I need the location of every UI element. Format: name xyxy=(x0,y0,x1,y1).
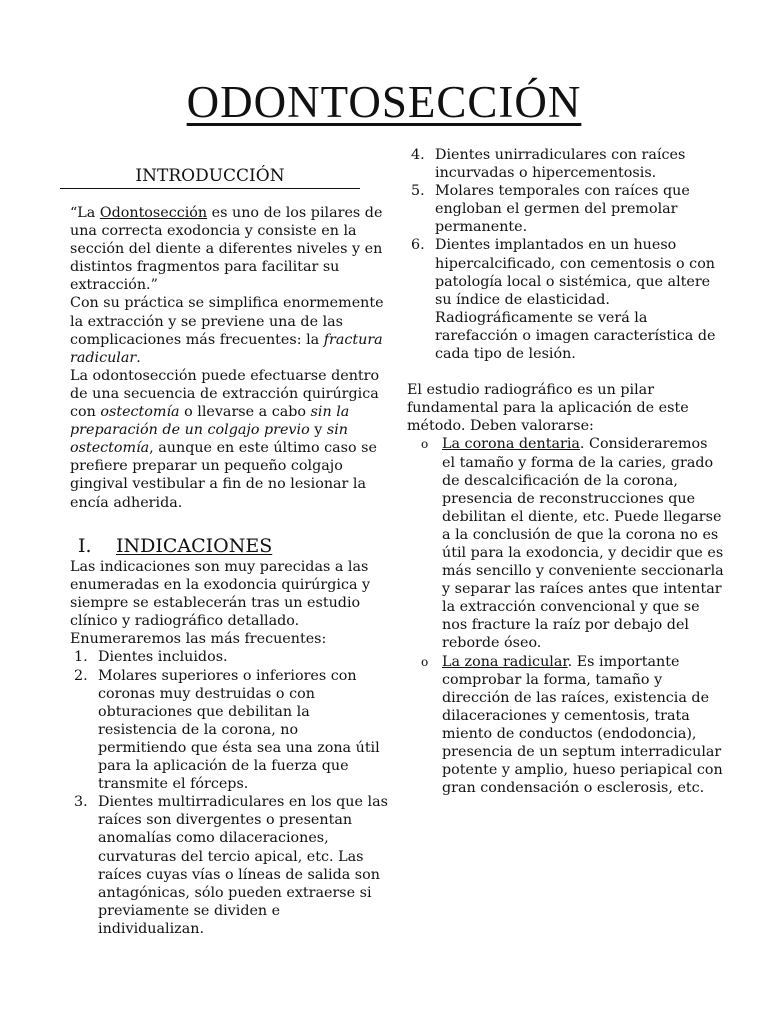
radiografia-list xyxy=(407,435,725,797)
indicaciones-list-continued xyxy=(407,146,725,363)
indicaciones-body xyxy=(70,558,388,938)
right-column xyxy=(407,146,725,797)
left-column xyxy=(70,204,390,512)
list-item: 6. Dientes implantados en un hueso hipercalcificado, con cementosis o con patología local o sistémica, que altere su índice de elasticidad. Radiográficamente se verá la rarefacción o imagen característica de cada tipo de lesión. xyxy=(411,237,716,363)
intro-paragraph-3: La odontosección puede efectuarse dentro de una secuencia de extracción quirúrgica con ostectomía o llevarse a cabo sin la preparación de un colgajo previo y sin ostectomía, aunque en este último caso se prefiere preparar un pequeño colgajo gingival vestibular a fin de no lesionar la encía adherida. xyxy=(70,367,380,511)
list-item: 3. Dientes multirradiculares en los que las raíces son divergentes o presentan anomalías como dilaceraciones, curvaturas del tercio apical, etc. Las raíces cuyas vías o líneas de salida son antagónicas, sólo pueden extraerse si previamente se dividen e individualizan. xyxy=(74,794,388,937)
list-item: 4. Dientes unirradiculares con raíces incurvadas o hipercementosis. xyxy=(411,147,686,182)
page-title: ODONTOSECCIÓN xyxy=(186,77,582,127)
term-corona-dentaria: La corona dentaria xyxy=(442,436,580,453)
indicaciones-list xyxy=(70,648,388,938)
list-item: 5. Molares temporales con raíces que engloban el germen del premolar permanente. xyxy=(411,183,690,236)
bullet-icon: o xyxy=(421,654,429,669)
intro-paragraph-1: “La Odontosección es uno de los pilares de una correcta exodoncia y consiste en la sección del diente a diferentes niveles y en distintos fragmentos para facilitar su extracción.” xyxy=(70,205,383,294)
bullet-icon: o xyxy=(421,437,429,452)
term-fractura-radicular: fractura radicular xyxy=(70,331,383,366)
intro-heading: INTRODUCCIÓN xyxy=(60,165,360,189)
indicaciones-lead-2: Enumeraremos las más frecuentes: xyxy=(70,631,327,648)
term-zona-radicular: La zona radicular xyxy=(442,653,568,670)
indicaciones-lead: Las indicaciones son muy parecidas a las enumeradas en la exodoncia quirúrgica y siempre se establecerán tras un estudio clínico y radiográfico detallado. xyxy=(70,559,371,630)
list-item: o La corona dentaria. Consideraremos el tamaño y forma de la caries, grado de descalcificación de la corona, presencia de reconstrucciones que debilitan el diente, etc. Puede llegarse a la conclusión de que la corona no es útil para la exodoncia, y decidir que es más sencillo y conveniente seccionarla y separar las raíces antes que intentar la extracción convencional y que se nos fracture la raíz por debajo del reborde óseo. xyxy=(421,436,724,652)
list-item: o La zona radicular. Es importante comprobar la forma, tamaño y dirección de las raíces, existencia de dilaceraciones y cementosis, trata miento de conductos (endodoncia), presencia de un septum interradicular potente y amplio, hueso periapical con gran condensación o esclerosis, etc. xyxy=(421,653,723,797)
radiografia-lead: El estudio radiográfico es un pilar fundamental para la aplicación de este método. Deben valorarse: xyxy=(407,382,689,435)
list-item: 1. Dientes incluidos. xyxy=(74,649,228,666)
indicaciones-heading: I. INDICACIONES xyxy=(78,535,273,557)
list-item: 2. Molares superiores o inferiores con coronas muy destruidas o con obturaciones que debilitan la resistencia de la corona, no permitiendo que ésta sea una zona útil para la aplicación de la fuerza que transmite el fórceps. xyxy=(74,667,380,793)
term-odontoseccion: Odontosección xyxy=(99,205,208,221)
intro-paragraph-2: Con su práctica se simplifica enormemente la extracción y se previene una de las complicaciones más frecuentes: la fractura radicular. xyxy=(70,295,384,366)
